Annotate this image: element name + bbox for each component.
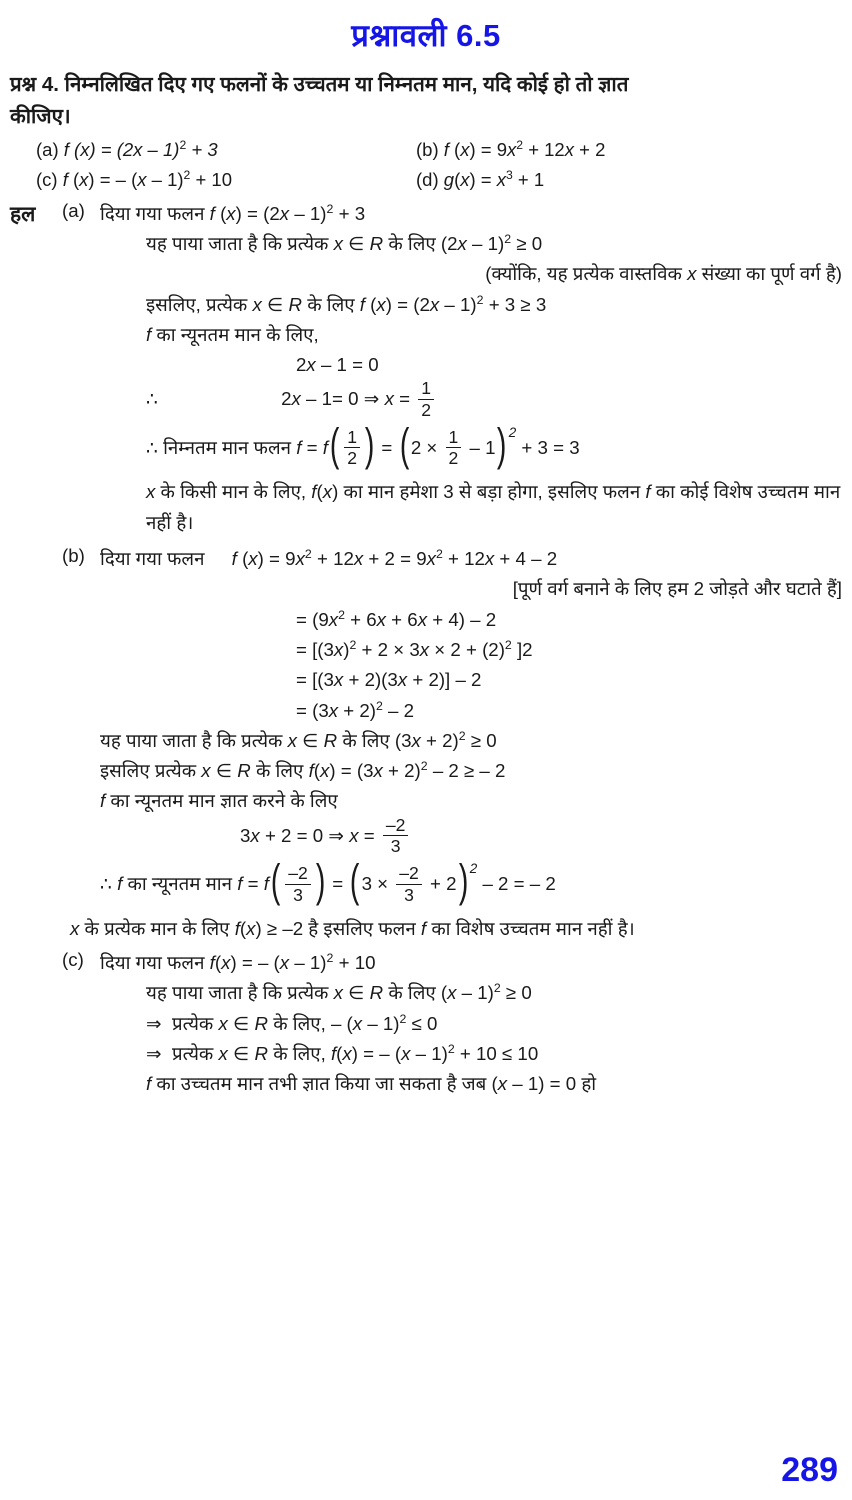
- part-b-line-7: यह पाया जाता है कि प्रत्येक x ∈ R के लिए $(3x + 2)^2 \ge 0$: [100, 728, 497, 751]
- question-number: प्रश्न 4.: [10, 73, 59, 96]
- part-b-line-12: x के प्रत्येक मान के लिए f(x) ≥ –2 है इसलिए फलन f का विशेष उच्चतम मान नहीं है।: [70, 917, 635, 939]
- solution-label: हल: [10, 202, 36, 226]
- part-b-line-9: f का न्यूनतम मान ज्ञात करने के लिए: [100, 790, 338, 812]
- option-a: [36, 135, 416, 165]
- question-options: [36, 135, 842, 194]
- part-a-line-6: 2x – 1 = 0: [296, 354, 379, 376]
- option-c-expr: f (x) = – (x – 1)$^2$ + 10: [62, 167, 233, 191]
- option-row-1: [36, 135, 842, 165]
- part-c-line-1: दिया गया फलन f(x) = – (x – 1)$^2$ + 10: [100, 950, 376, 974]
- option-b-expr: f $(x) = 9x^2 + 12x + 2$: [443, 138, 606, 161]
- part-c-line-4: ⇒ प्रत्येक x ∈ R के लिए, f(x) = – (x – 1)$^2$ + 10 ≤ 10: [146, 1041, 539, 1064]
- page-title: प्रश्नावली 6.5: [351, 18, 501, 53]
- solution-part-c: [62, 948, 842, 1099]
- part-a-line-1: दिया गया फलन f (x) = (2x – 1)$^2$ + 3: [100, 201, 366, 224]
- part-b-line-3: = $(9x^2 + 6x + 6x + 4) - 2$: [296, 607, 497, 630]
- part-c-body: [100, 948, 842, 1099]
- option-d-expr: $g(x) = x^3 + 1$: [443, 167, 545, 191]
- option-a-tag: (a): [36, 139, 59, 161]
- question-line-1: [10, 70, 842, 100]
- part-b-line-1: दिया गया फलन f $(x) = 9x^2 + 12x + 2 = 9x^2 + 12x + 4 - 2$: [100, 546, 558, 570]
- option-b: [416, 135, 796, 165]
- part-a-line-8: ∴ निम्नतम मान फलन f = f( $\frac{1}{2}$ ) = ( 2 × $\frac{1}{2}$ – 1) 2 + 3 = 3: [146, 419, 580, 471]
- part-a-line-9: x के किसी मान के लिए, f(x) का मान हमेशा 3 से बड़ा होगा, इसलिए फलन f का कोई विशेष उच्चतम मान नहीं है।: [146, 481, 841, 533]
- part-a-line-3: (क्योंकि, यह प्रत्येक वास्तविक x संख्या का पूर्ण वर्ग है): [485, 263, 842, 285]
- option-c-tag: (c): [36, 169, 58, 191]
- question-line-2: कीजिए।: [10, 104, 71, 128]
- part-b-line-2: [पूर्ण वर्ग बनाने के लिए हम 2 जोड़ते और घटाते हैं]: [512, 578, 842, 600]
- option-a-expr: f (x) = (2x – 1)$^2$ + 3: [63, 138, 218, 161]
- solution-block: [10, 199, 842, 1100]
- part-b-line-5: = [(3x + 2)(3x + 2)] – 2: [296, 669, 482, 691]
- part-a-tag: (a): [62, 199, 85, 221]
- solution-body: [62, 199, 842, 1100]
- part-b-line-6: = $(3x + 2)^2 - 2$: [296, 698, 415, 721]
- part-c-tag: (c): [62, 949, 84, 971]
- option-b-tag: (b): [416, 139, 439, 161]
- part-b-line-8: इसलिए प्रत्येक x ∈ R के लिए $f(x) = (3x + 2)^2 - 2$ ≥ – 2: [100, 758, 506, 782]
- option-d: [416, 165, 796, 195]
- part-b-tag: (b): [62, 545, 85, 567]
- part-c-line-3: ⇒ प्रत्येक x ∈ R के लिए, – (x – 1)$^2$ ≤ 0: [146, 1011, 438, 1034]
- option-row-2: [36, 165, 842, 195]
- page-number: 289: [781, 1451, 838, 1489]
- part-a-line-2: यह पाया जाता है कि प्रत्येक x ∈ R के लिए (2x – 1)$^2$ ≥ 0: [146, 231, 543, 254]
- part-a-line-4: इसलिए, प्रत्येक x ∈ R के लिए f (x) = (2x – 1)$^2$ + 3 ≥ 3: [146, 292, 547, 315]
- option-d-tag: (d): [416, 169, 439, 191]
- question-text-1: निम्नलिखित दिए गए फलनों के उच्चतम या निम्नतम मान, यदि कोई हो तो ज्ञात: [64, 73, 629, 96]
- part-b-line-10: 3x + 2 = 0 ⇒ x = $\frac{-2}{3}$: [100, 817, 842, 858]
- solution-part-a: [62, 199, 842, 538]
- part-b-body: [70, 544, 842, 944]
- part-b-line-11: ∴ f का न्यूनतम मान f = f( $\frac{-2}{3}$ ) = ( 3 × $\frac{-2}{3}$ + 2) 2 – 2 = – 2: [100, 855, 556, 907]
- part-c-line-5: f का उच्चतम मान तभी ज्ञात किया जा सकता है जब (x – 1) = 0 हो: [146, 1073, 597, 1095]
- part-a-line-5: f का न्यूनतम मान के लिए,: [146, 323, 319, 345]
- part-a-line-7: ∴ 2x – 1= 0 ⇒ x = $\frac{1}{2}$: [100, 380, 842, 421]
- solution-part-b: [62, 544, 842, 944]
- part-a-body: [100, 199, 842, 538]
- part-b-line-4: = [$(3x)^2 + 2 \times 3x \times 2 + (2)^2$ ]2: [296, 637, 533, 660]
- option-c: [36, 165, 416, 195]
- part-c-line-2: यह पाया जाता है कि प्रत्येक x ∈ R के लिए (x – 1)$^2$ ≥ 0: [146, 981, 532, 1004]
